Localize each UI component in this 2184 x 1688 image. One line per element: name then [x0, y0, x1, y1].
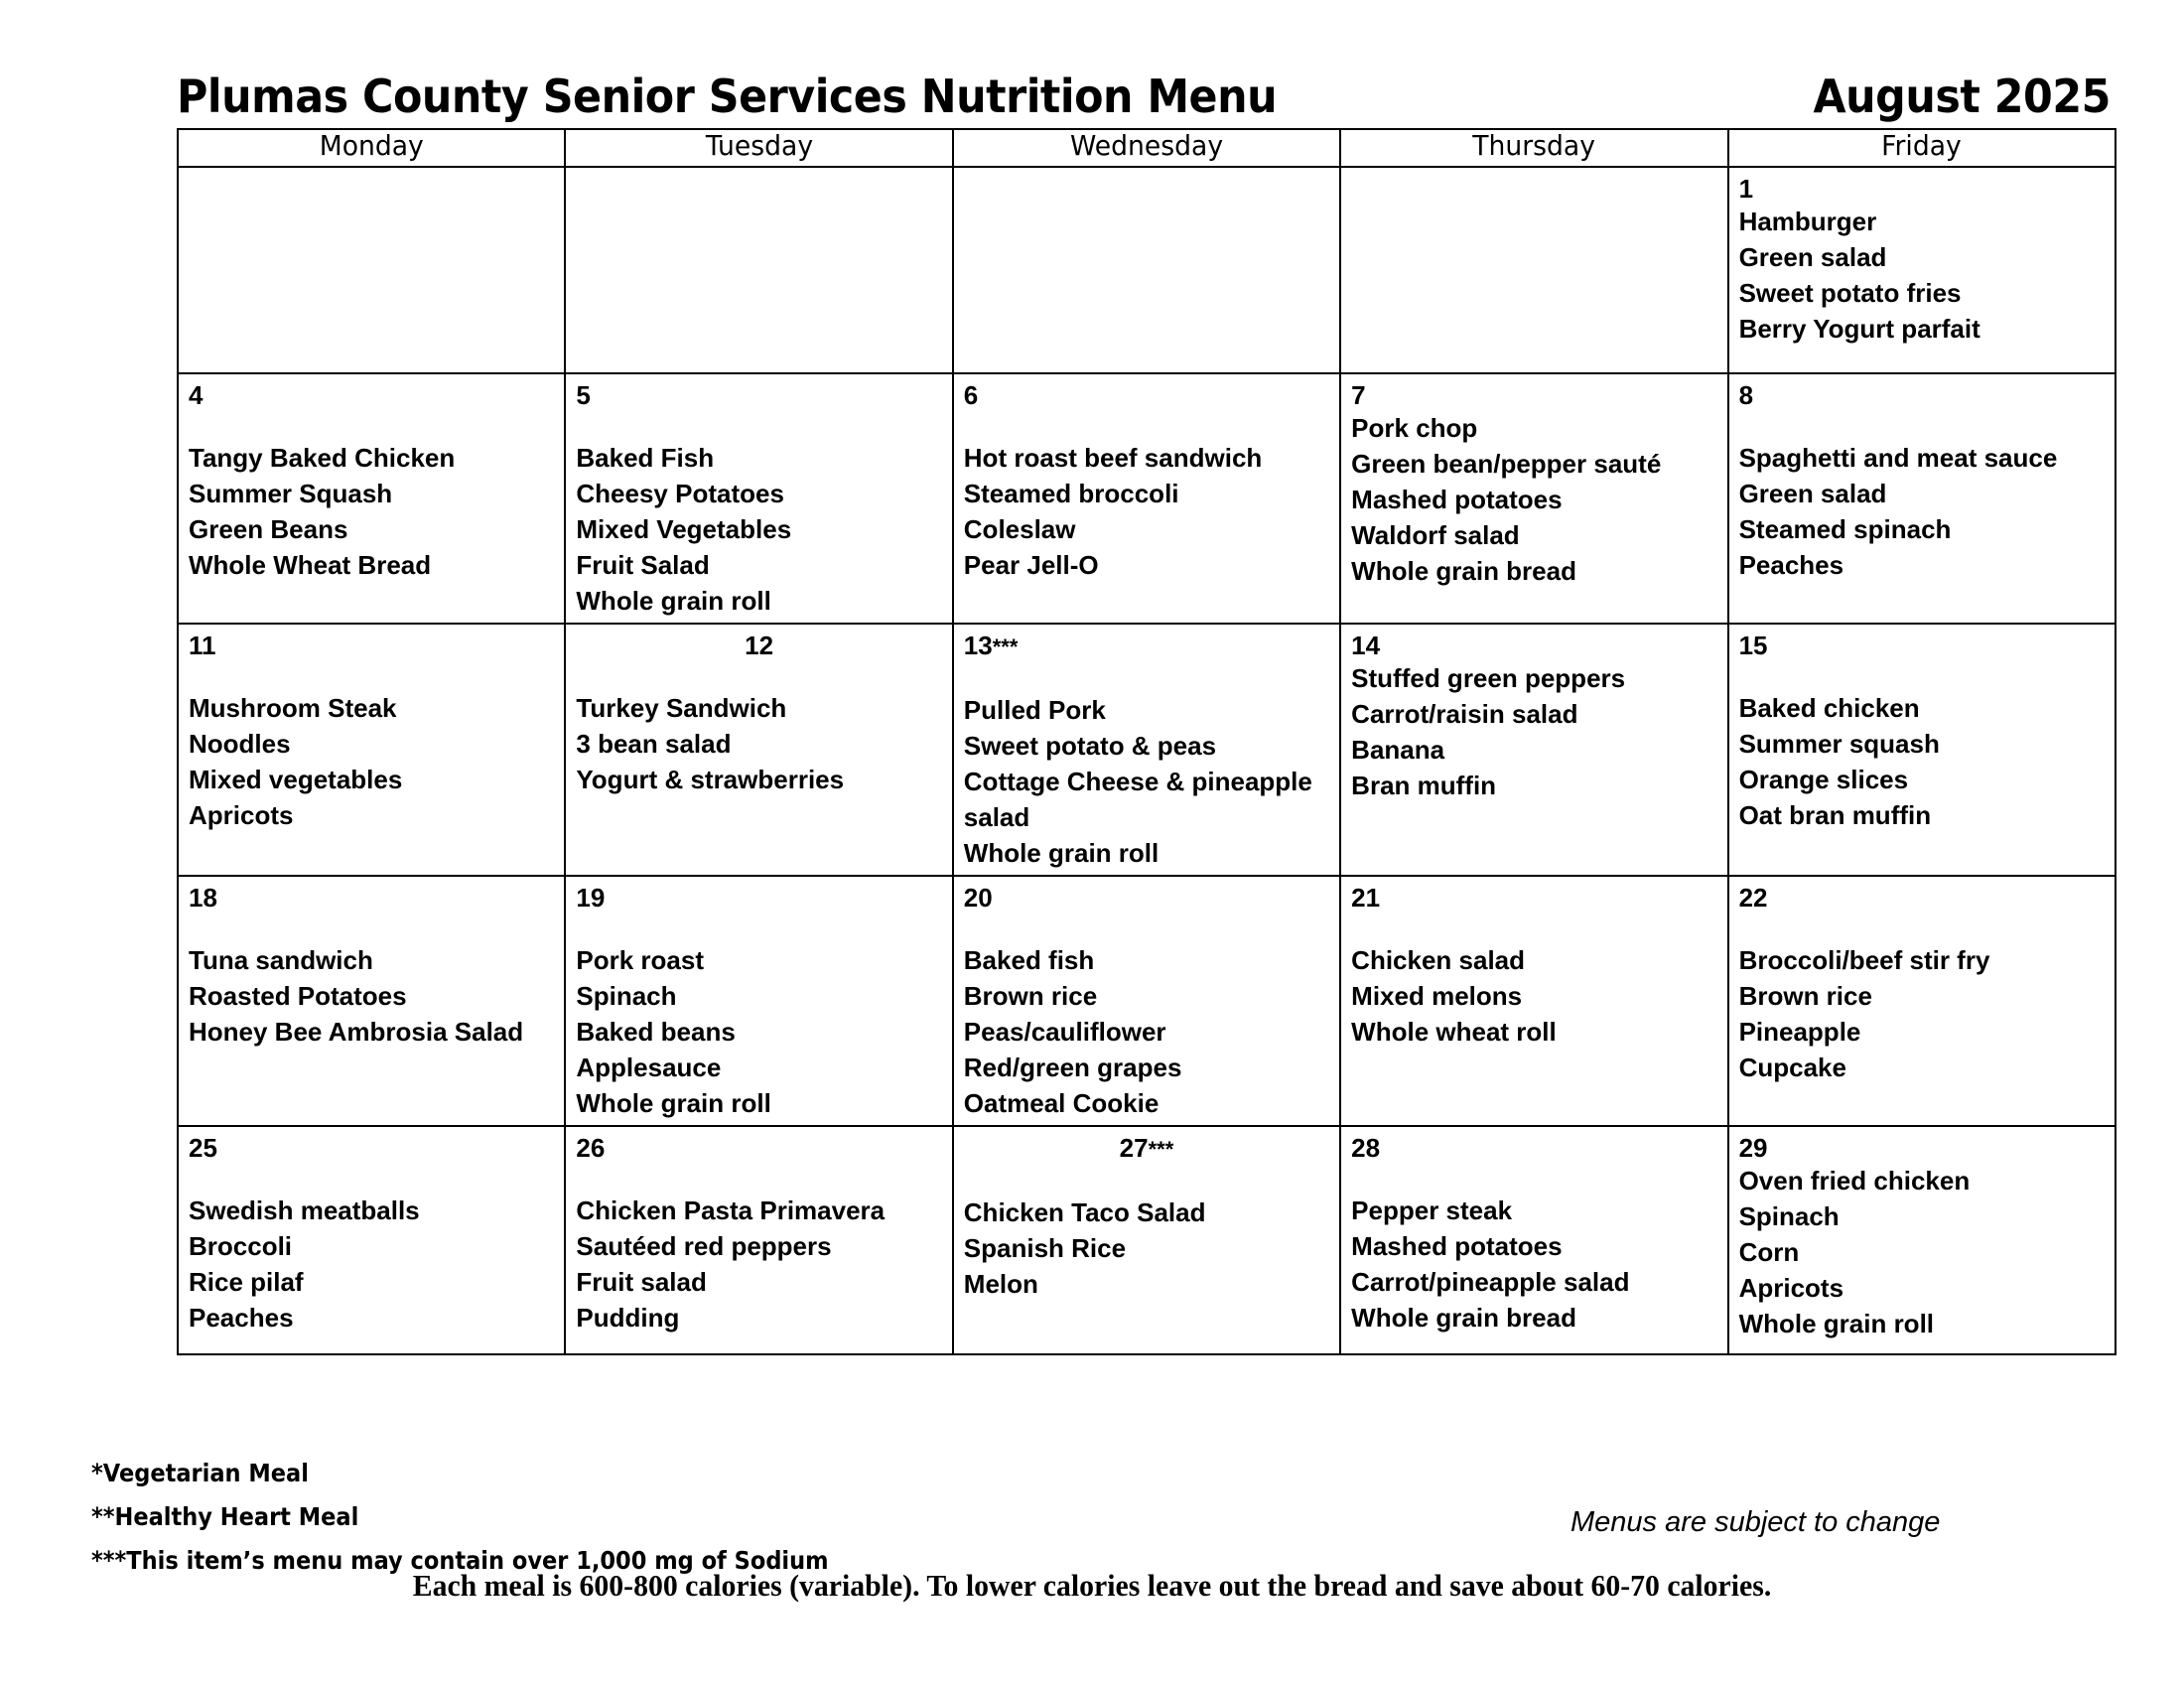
day-number: 8	[1738, 380, 1754, 410]
meal-item: Waldorf salad	[1351, 520, 1520, 550]
day-number: 27***	[1119, 1133, 1174, 1163]
day-number: 1	[1738, 174, 1754, 204]
meal-item: Whole grain roll	[1738, 1309, 1935, 1338]
calendar-day-cell	[565, 373, 952, 624]
day-cell-content	[1729, 625, 2115, 875]
meal-item: Yogurt & strawberries	[576, 765, 845, 794]
column-header-monday	[178, 129, 565, 167]
meal-item-list	[1739, 690, 2105, 833]
calendar-day-cell	[1340, 876, 1727, 1126]
calendar-day-cell	[953, 876, 1340, 1126]
day-number: 12	[745, 631, 774, 660]
calendar-day-cell	[178, 876, 565, 1126]
day-cell-content	[566, 168, 951, 372]
weekday-label: Monday	[319, 129, 424, 162]
footnote-healthy-heart: **Healthy Heart Meal	[91, 1502, 359, 1531]
meal-item: Fruit Salad	[576, 550, 710, 580]
footnote-list	[91, 1452, 1481, 1583]
day-cell-content	[1341, 1127, 1726, 1353]
meal-item: Turkey Sandwich	[576, 693, 787, 723]
meal-item: Cottage Cheese & pineapple salad	[963, 767, 1312, 832]
spacer-line	[189, 1163, 554, 1193]
meal-item: Summer squash	[1738, 729, 1940, 759]
meal-item: Hot roast beef sandwich	[963, 443, 1263, 473]
calendar-day-cell	[1728, 624, 2116, 876]
calendar-week-row	[178, 876, 2116, 1126]
meal-item-list	[1351, 660, 1716, 803]
meal-item: Mixed vegetables	[189, 765, 403, 794]
meal-item: Green Beans	[189, 514, 348, 544]
day-number: 14	[1351, 631, 1381, 660]
meal-item: 3 bean salad	[576, 729, 732, 759]
day-cell-content	[1729, 374, 2115, 623]
meal-item-list	[189, 942, 554, 1050]
meal-item: Melon	[963, 1269, 1038, 1299]
meal-item-list	[576, 690, 941, 797]
meal-item: Applesauce	[576, 1053, 722, 1082]
spacer-line	[1351, 1163, 1716, 1193]
day-number: 20	[963, 883, 993, 913]
spacer-line	[189, 410, 554, 440]
meal-item: Chicken Taco Salad	[963, 1197, 1206, 1227]
spacer-line	[576, 660, 941, 690]
calendar-day-cell	[565, 1126, 952, 1354]
calendar-day-cell	[178, 373, 565, 624]
meal-item: Mushroom Steak	[189, 693, 397, 723]
day-number: 7	[1351, 380, 1366, 410]
column-header-thursday	[1340, 129, 1727, 167]
day-cell-content	[179, 625, 564, 875]
day-cell-content	[1729, 877, 2115, 1125]
meal-item: Mashed potatoes	[1351, 485, 1563, 514]
calendar-week-row	[178, 373, 2116, 624]
sodium-marker: ***	[1148, 1137, 1174, 1162]
meal-item: Peaches	[1738, 550, 1844, 580]
day-cell-content	[1729, 1127, 2115, 1353]
day-cell-content	[954, 625, 1339, 875]
meal-item: Baked chicken	[1738, 693, 1920, 723]
day-number: 29	[1738, 1133, 1768, 1163]
meal-item: Bran muffin	[1351, 771, 1497, 800]
meal-item: Red/green grapes	[963, 1053, 1182, 1082]
document-header	[177, 60, 2116, 121]
calendar-day-cell	[953, 373, 1340, 624]
month-label: August 2025	[1813, 70, 2111, 123]
day-number: 6	[963, 380, 979, 410]
meal-item: Pork roast	[576, 945, 704, 975]
meal-item: Corn	[1738, 1237, 1800, 1267]
day-number: 22	[1738, 883, 1768, 913]
spacer-line	[576, 1163, 941, 1193]
day-number: 5	[576, 380, 591, 410]
meal-item: Pork chop	[1351, 413, 1478, 443]
meal-item: Brown rice	[963, 981, 1098, 1011]
calendar-empty-cell	[953, 167, 1340, 373]
meal-item: Spinach	[1738, 1201, 1840, 1231]
meal-item-list	[964, 942, 1329, 1121]
meal-item: Sautéed red peppers	[576, 1231, 832, 1261]
meal-item-list	[1739, 942, 2105, 1085]
meal-item: Swedish meatballs	[189, 1196, 420, 1225]
meal-item-list	[189, 440, 554, 583]
meal-item: Peas/cauliflower	[963, 1017, 1166, 1047]
meal-item: Cheesy Potatoes	[576, 479, 784, 508]
day-cell-content	[566, 374, 951, 623]
meal-item-list	[1739, 1163, 2105, 1341]
meal-item: Baked fish	[963, 945, 1095, 975]
meal-item: Peaches	[189, 1303, 294, 1333]
meal-item: Sweet potato & peas	[963, 731, 1217, 761]
calendar-day-cell	[565, 876, 952, 1126]
meal-item: Pear Jell-O	[963, 550, 1099, 580]
day-number: 11	[189, 631, 216, 660]
meal-item: Whole grain roll	[576, 586, 771, 616]
day-cell-content	[954, 877, 1339, 1125]
meal-item: Green salad	[1738, 479, 1887, 508]
spacer-line	[964, 662, 1329, 692]
weekday-label: Friday	[1881, 129, 1963, 162]
meal-item-list	[189, 690, 554, 833]
meal-item: Apricots	[1738, 1273, 1844, 1303]
meal-item-list	[1739, 440, 2105, 583]
sodium-marker: ***	[992, 634, 1019, 659]
calendar-day-cell	[1728, 1126, 2116, 1354]
spacer-line	[576, 410, 941, 440]
calendar-empty-cell	[1340, 167, 1727, 373]
meal-item-list	[1739, 204, 2105, 347]
meal-item: Hamburger	[1738, 207, 1877, 236]
column-header-wednesday	[953, 129, 1340, 167]
day-cell-content	[566, 1127, 951, 1353]
spacer-line	[1739, 913, 2105, 942]
meal-item: Stuffed green peppers	[1351, 663, 1626, 693]
page-title: Plumas County Senior Services Nutrition Menu	[177, 70, 1278, 123]
meal-item: Coleslaw	[963, 514, 1076, 544]
column-header-friday	[1728, 129, 2116, 167]
footnote-vegetarian: *Vegetarian Meal	[91, 1459, 309, 1487]
meal-item: Steamed spinach	[1738, 514, 1952, 544]
meal-item: Honey Bee Ambrosia Salad	[189, 1017, 524, 1047]
calendar-day-cell	[1340, 1126, 1727, 1354]
calendar-day-cell	[1340, 624, 1727, 876]
day-cell-content	[1341, 168, 1726, 372]
day-number: 13***	[963, 631, 1019, 660]
meal-item: Tangy Baked Chicken	[189, 443, 456, 473]
day-cell-content	[954, 374, 1339, 623]
day-cell-content	[566, 625, 951, 875]
meal-item: Rice pilaf	[189, 1267, 304, 1297]
meal-item-list	[964, 1195, 1329, 1302]
calendar-day-cell	[953, 624, 1340, 876]
spacer-line	[964, 1165, 1329, 1195]
weekday-label: Tuesday	[705, 129, 813, 162]
meal-item: Oat bran muffin	[1738, 800, 1932, 830]
footnote-sodium: ***This item’s menu may contain over 1,000 mg of Sodium	[91, 1546, 829, 1575]
meal-item: Whole grain roll	[576, 1088, 771, 1118]
meal-item: Berry Yogurt parfait	[1738, 314, 1980, 344]
meal-item: Mixed Vegetables	[576, 514, 792, 544]
meal-item: Whole grain bread	[1351, 556, 1576, 586]
meal-item-list	[1351, 410, 1716, 589]
meal-item: Apricots	[189, 800, 294, 830]
meal-item: Whole grain bread	[1351, 1303, 1576, 1333]
day-cell-content	[954, 1127, 1339, 1353]
calendar-day-cell	[1728, 876, 2116, 1126]
calendar-week-row	[178, 167, 2116, 373]
calorie-note: Each meal is 600-800 calories (variable). To lower calories leave out the bread and save about 60-70 calories.	[412, 1568, 1772, 1603]
calendar-body	[178, 167, 2116, 1354]
spacer-line	[964, 913, 1329, 942]
meal-item-list	[964, 692, 1329, 871]
meal-item-list	[576, 1193, 941, 1336]
meal-item: Broccoli	[189, 1231, 293, 1261]
day-cell-content	[1341, 374, 1726, 623]
day-cell-content	[566, 877, 951, 1125]
meal-item: Broccoli/beef stir fry	[1738, 945, 1990, 975]
meal-item: Sweet potato fries	[1738, 278, 1962, 308]
meal-item-list	[1351, 1193, 1716, 1336]
day-number: 15	[1738, 631, 1768, 660]
weekday-label: Thursday	[1472, 129, 1596, 162]
meal-item: Tuna sandwich	[189, 945, 373, 975]
meal-item-list	[576, 440, 941, 619]
meal-item: Whole Wheat Bread	[189, 550, 432, 580]
meal-item: Carrot/raisin salad	[1351, 699, 1578, 729]
meal-item: Baked beans	[576, 1017, 736, 1047]
day-cell-content	[179, 168, 564, 372]
meal-item: Carrot/pineapple salad	[1351, 1267, 1630, 1297]
calendar-empty-cell	[178, 167, 565, 373]
menu-calendar-table	[177, 128, 2116, 1355]
calendar-week-row	[178, 624, 2116, 876]
meal-item: Mixed melons	[1351, 981, 1523, 1011]
day-cell-content	[1729, 168, 2115, 372]
calendar-day-cell	[1728, 373, 2116, 624]
calendar-empty-cell	[565, 167, 952, 373]
day-cell-content	[179, 877, 564, 1125]
meal-item: Fruit salad	[576, 1267, 707, 1297]
day-number: 19	[576, 883, 606, 913]
day-cell-content	[1341, 877, 1726, 1125]
meal-item: Whole grain roll	[963, 838, 1160, 868]
meal-item-list	[1351, 942, 1716, 1050]
meal-item: Chicken Pasta Primavera	[576, 1196, 886, 1225]
day-cell-content	[179, 1127, 564, 1353]
meal-item-list	[189, 1193, 554, 1336]
meal-item-list	[964, 440, 1329, 583]
meal-item: Pineapple	[1738, 1017, 1861, 1047]
meal-item: Spanish Rice	[963, 1233, 1127, 1263]
day-number: 21	[1351, 883, 1381, 913]
meal-item: Steamed broccoli	[963, 479, 1179, 508]
calendar-day-cell	[1340, 373, 1727, 624]
day-number: 28	[1351, 1133, 1381, 1163]
meal-item: Brown rice	[1738, 981, 1872, 1011]
spacer-line	[1739, 660, 2105, 690]
day-number: 4	[189, 380, 204, 410]
column-header-tuesday	[565, 129, 952, 167]
meal-item: Mashed potatoes	[1351, 1231, 1563, 1261]
calendar-week-row	[178, 1126, 2116, 1354]
spacer-line	[576, 913, 941, 942]
calendar-day-cell	[565, 624, 952, 876]
meal-item: Oatmeal Cookie	[963, 1088, 1160, 1118]
day-cell-content	[179, 374, 564, 623]
spacer-line	[189, 660, 554, 690]
meal-item: Pulled Pork	[963, 695, 1106, 725]
spacer-line	[189, 913, 554, 942]
calendar-header-row	[178, 129, 2116, 167]
meal-item: Pepper steak	[1351, 1196, 1513, 1225]
meal-item: Spaghetti and meat sauce	[1738, 443, 2058, 473]
weekday-label: Wednesday	[1069, 129, 1223, 162]
meal-item: Whole wheat roll	[1351, 1017, 1557, 1047]
meal-item: Banana	[1351, 735, 1445, 765]
day-number: 26	[576, 1133, 606, 1163]
day-cell-content	[954, 168, 1339, 372]
day-cell-content	[1341, 625, 1726, 875]
meal-item: Summer Squash	[189, 479, 393, 508]
meal-item: Green bean/pepper sauté	[1351, 449, 1662, 479]
day-number: 18	[189, 883, 217, 913]
spacer-line	[1351, 913, 1716, 942]
meal-item: Orange slices	[1738, 765, 1909, 794]
meal-item: Cupcake	[1738, 1053, 1846, 1082]
calendar-day-cell	[178, 1126, 565, 1354]
subject-to-change-note: Menus are subject to change	[1570, 1506, 1941, 1538]
meal-item: Roasted Potatoes	[189, 981, 407, 1011]
calendar-day-cell	[1728, 167, 2116, 373]
meal-item-list	[576, 942, 941, 1121]
spacer-line	[1739, 410, 2105, 440]
spacer-line	[964, 410, 1329, 440]
meal-item: Noodles	[189, 729, 291, 759]
calendar-day-cell	[953, 1126, 1340, 1354]
meal-item: Baked Fish	[576, 443, 715, 473]
meal-item: Oven fried chicken	[1738, 1166, 1971, 1196]
calendar-day-cell	[178, 624, 565, 876]
meal-item: Chicken salad	[1351, 945, 1526, 975]
meal-item: Pudding	[576, 1303, 680, 1333]
day-number: 25	[189, 1133, 217, 1163]
meal-item: Green salad	[1738, 242, 1887, 272]
meal-item: Spinach	[576, 981, 677, 1011]
